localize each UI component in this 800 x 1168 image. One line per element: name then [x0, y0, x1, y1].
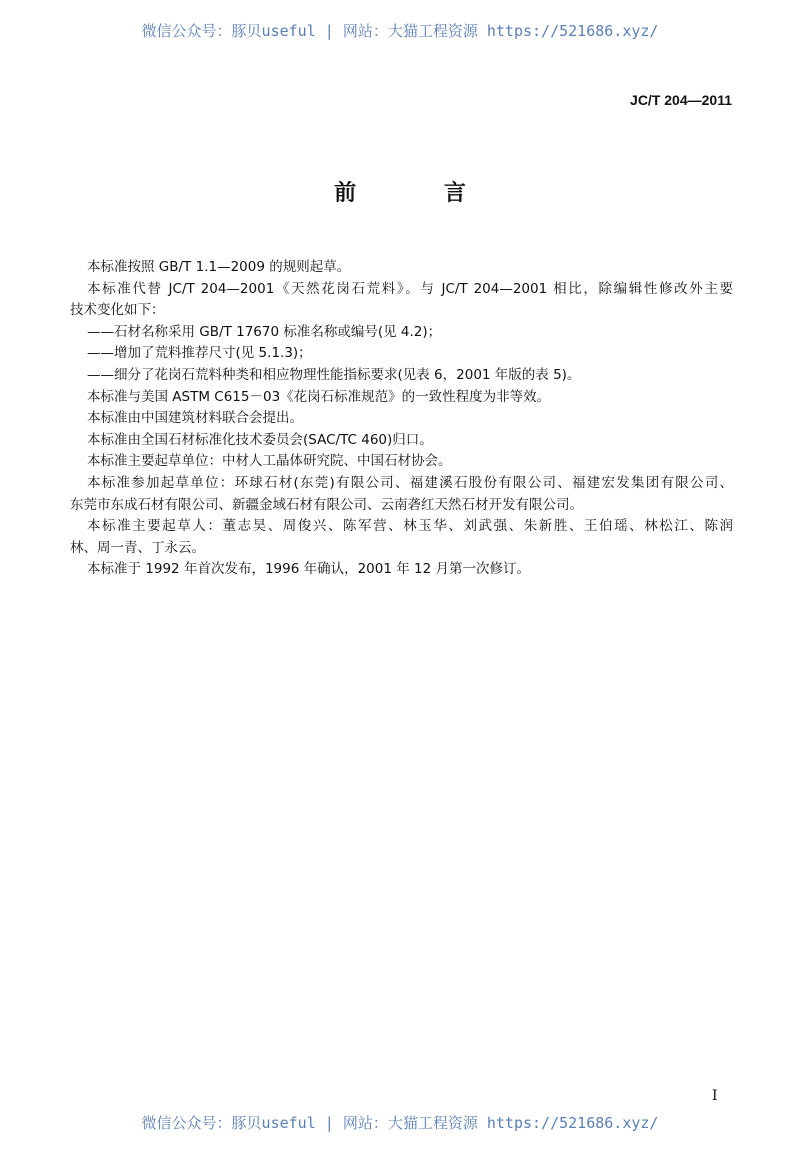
standard-code: JC/T 204—2011 — [630, 92, 732, 108]
paragraph-line: ——增加了荒料推荐尺寸(见 5.1.3)； — [87, 345, 312, 362]
paragraph-line: ——细分了花岗石荒料种类和相应物理性能指标要求(见表 6，2001 年版的表 5)。 — [87, 366, 581, 383]
paragraph — [70, 387, 733, 409]
paragraph-line: 林、周一青、丁永云。 — [70, 539, 205, 556]
paragraph — [70, 365, 733, 387]
paragraph — [70, 451, 733, 473]
paragraph — [70, 516, 733, 559]
paragraph — [70, 322, 733, 344]
paragraph — [70, 473, 733, 516]
paragraph-line: 本标准代替 JC/T 204—2001《天然花岗石荒料》。与 JC/T 204—2001 相比，除编辑性修改外主要 — [87, 280, 733, 297]
paragraph — [70, 408, 733, 430]
page-title: 前 言 — [334, 181, 506, 206]
foreword-body — [70, 257, 733, 581]
paragraph-line: 本标准与美国 ASTM C615－03《花岗石标准规范》的一致性程度为非等效。 — [87, 388, 551, 405]
paragraph-line: 东莞市东成石材有限公司、新疆金域石材有限公司、云南砻红天然石材开发有限公司。 — [70, 496, 583, 513]
watermark-top: 微信公众号：豚贝useful | 网站：大猫工程资源 https://521686.xyz/ — [141, 22, 659, 40]
page-number: I — [712, 1088, 718, 1104]
paragraph-line: 本标准主要起草人：董志昊、周俊兴、陈军营、林玉华、刘武强、朱新胜、王伯瑶、林松江、陈润 — [87, 518, 733, 535]
paragraph-line: 本标准于 1992 年首次发布，1996 年确认，2001 年 12 月第一次修订。 — [87, 561, 530, 578]
paragraph-line: 本标准按照 GB/T 1.1—2009 的规则起草。 — [87, 259, 351, 275]
paragraph-line: 本标准主要起草单位：中材人工晶体研究院、中国石材协会。 — [87, 453, 452, 470]
watermark-bottom: 微信公众号：豚贝useful | 网站：大猫工程资源 https://521686.xyz/ — [141, 1114, 659, 1132]
paragraph-line: 本标准参加起草单位：环球石材(东莞)有限公司、福建溪石股份有限公司、福建宏发集团有限公司、 — [87, 474, 733, 491]
paragraph-line: 本标准由全国石材标准化技术委员会(SAC/TC 460)归口。 — [87, 431, 433, 448]
paragraph-line: 技术变化如下： — [70, 302, 165, 319]
paragraph-line: ——石材名称采用 GB/T 17670 标准名称或编号(见 4.2)； — [87, 323, 442, 340]
paragraph — [70, 257, 733, 279]
paragraph — [70, 279, 733, 322]
paragraph — [70, 559, 733, 581]
paragraph — [70, 343, 733, 365]
paragraph — [70, 430, 733, 452]
paragraph-line: 本标准由中国建筑材料联合会提出。 — [87, 410, 303, 427]
